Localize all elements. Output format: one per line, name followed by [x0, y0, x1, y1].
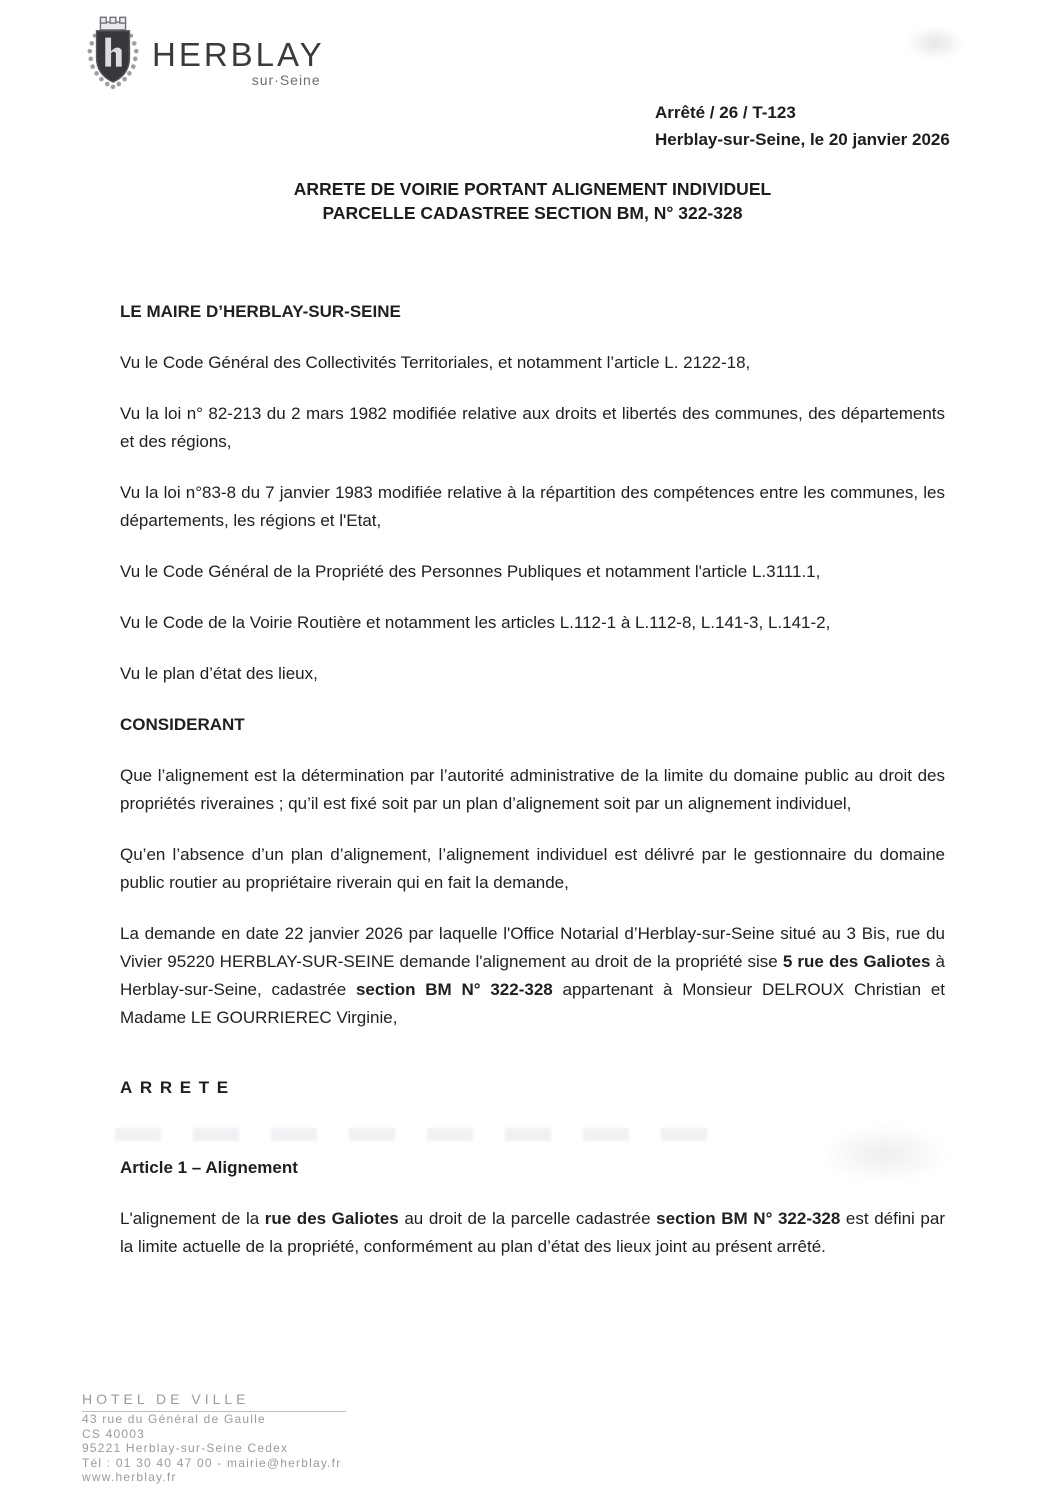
decree-reference: Arrêté / 26 / T-123 — [655, 103, 796, 122]
recital-6: Vu le plan d’état des lieux, — [120, 664, 318, 683]
document-title-line2: PARCELLE CADASTREE SECTION BM, N° 322-328 — [322, 203, 743, 223]
document-title — [120, 177, 945, 225]
recital-3: Vu la loi n°83-8 du 7 janvier 1983 modifiée relative à la répartition des compétences entre les communes, les départements, les régions et l'Etat, — [120, 483, 945, 530]
article1-heading: Article 1 – Alignement — [120, 1158, 298, 1177]
article1-parcel-bold: section BM N° 322-328 — [656, 1209, 841, 1228]
paragraph-request — [120, 920, 945, 1032]
coat-of-arms-icon — [84, 14, 142, 96]
footer-address-street: 43 rue du Général de Gaulle — [82, 1412, 266, 1426]
request-text-3: appartenant à Monsieur DELROUX Christian et Madame LE GOURRIEREC Virginie, — [120, 980, 945, 1027]
footer-address-city: 95221 Herblay-sur-Seine Cedex — [82, 1441, 289, 1455]
request-text-1: La demande en date 22 janvier 2026 par laquelle l'Office Notarial d’Herblay-sur-Seine situé au 3 Bis, rue du Vivier 95220 HERBLAY-SUR-SEINE demande l'alignement au droit de la propriété sise — [120, 924, 945, 971]
request-text-2: à Herblay-sur-Seine, cadastrée — [120, 952, 945, 999]
footer-phone-email: Tél : 01 30 40 47 00 - mairie@herblay.fr — [82, 1455, 342, 1470]
request-parcel-bold: section BM N° 322-328 — [355, 980, 553, 999]
logo-subtitle: sur·Seine — [251, 72, 321, 88]
recital-4: Vu le Code Général de la Propriété des Personnes Publiques et notamment l'article L.3111.1, — [120, 562, 821, 581]
document-title-line1: ARRETE DE VOIRIE PORTANT ALIGNEMENT INDIVIDUEL — [293, 179, 772, 199]
footer-title-rule — [82, 1391, 346, 1412]
request-address-bold: 5 rue des Galiotes — [782, 952, 931, 971]
recital-5: Vu le Code de la Voirie Routière et notamment les articles L.112-1 à L.112-8, L.141-3, L.141-2, — [120, 613, 831, 632]
consideration-1: Que l’alignement est la détermination par l’autorité administrative de la limite du domaine public au droit des propriétés riveraines ; qu’il est fixé soit par un plan d’alignement soit par un alignement individuel, — [120, 766, 945, 813]
logo-text — [152, 14, 325, 88]
reference-block — [655, 99, 950, 153]
town-hall-footer — [82, 1391, 346, 1485]
salutation: LE MAIRE D’HERBLAY-SUR-SEINE — [120, 302, 401, 321]
article1-text-3: est défini par la limite actuelle de la propriété, conformément au plan d’état des lieux joint au présent arrêté. — [120, 1209, 945, 1256]
footer-title: HOTEL DE VILLE — [82, 1391, 250, 1407]
footer-website: www.herblay.fr — [82, 1470, 177, 1484]
arrete-heading: ARRETE — [120, 1078, 236, 1097]
scan-smudge-top-right — [905, 26, 965, 60]
footer-address-cs: CS 40003 — [82, 1426, 145, 1441]
city-logo — [84, 14, 325, 96]
article1-street-bold: rue des Galiotes — [264, 1209, 399, 1228]
recital-2: Vu la loi n° 82-213 du 2 mars 1982 modifiée relative aux droits et libertés des communes, des départements et des régions, — [120, 404, 945, 451]
article1-text-1: L'alignement de la — [120, 1209, 265, 1228]
article1-text-2: au droit de la parcelle cadastrée — [398, 1209, 657, 1228]
consideration-2: Qu’en l’absence d’un plan d’alignement, l’alignement individuel est délivré par le gestionnaire du domaine public routier au propriétaire riverain qui en fait la demande, — [120, 845, 945, 892]
document-body — [120, 298, 945, 1284]
article1-paragraph — [120, 1205, 945, 1261]
logo-wordmark: HERBLAY — [152, 36, 325, 73]
place-and-date: Herblay-sur-Seine, le 20 janvier 2026 — [655, 130, 950, 149]
considerant-heading: CONSIDERANT — [120, 715, 245, 734]
recital-1: Vu le Code Général des Collectivités Territoriales, et notamment l’article L. 2122-18, — [120, 353, 751, 372]
